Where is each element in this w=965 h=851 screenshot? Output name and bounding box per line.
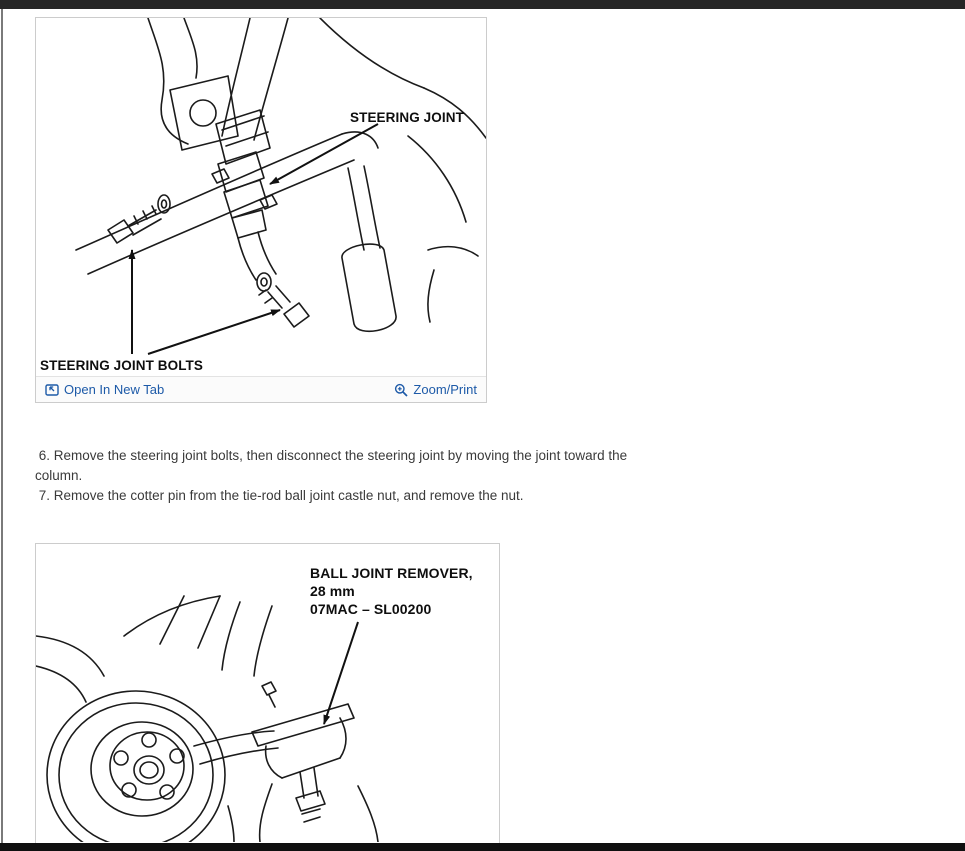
open-in-new-tab-link[interactable] <box>45 382 164 397</box>
figure-label-ball-joint-remover <box>310 564 473 618</box>
instruction-step-7: 7. Remove the cotter pin from the tie-rod ball joint castle nut, and remove the nut. <box>35 488 524 503</box>
left-edge-line <box>1 9 3 843</box>
instruction-step-6: 6. Remove the steering joint bolts, then disconnect the steering joint by moving the joint toward the column. <box>35 448 631 483</box>
figure-ball-joint-remover <box>35 543 500 843</box>
zoom-print-link[interactable] <box>394 382 477 397</box>
ball-joint-label-line3: 07MAC – SL00200 <box>310 601 432 617</box>
open-in-new-tab-icon <box>45 383 59 396</box>
steering-joint-drawing <box>36 18 486 377</box>
steering-joint-line-art <box>36 18 486 377</box>
bottom-window-bar <box>0 843 965 851</box>
ball-joint-label-line1: BALL JOINT REMOVER, <box>310 565 473 581</box>
zoom-print-label: Zoom/Print <box>413 382 477 397</box>
figure-label-steering-joint: STEERING JOINT <box>350 110 464 125</box>
figure-steering-joint <box>35 17 487 403</box>
ball-joint-label-line2: 28 mm <box>310 583 355 599</box>
ball-joint-remover-drawing <box>36 544 499 842</box>
figure-label-steering-joint-bolts: STEERING JOINT BOLTS <box>40 358 204 373</box>
figure-toolbar <box>36 376 486 402</box>
open-in-new-tab-label: Open In New Tab <box>64 382 165 397</box>
top-window-bar <box>0 0 965 9</box>
zoom-icon <box>394 383 408 397</box>
